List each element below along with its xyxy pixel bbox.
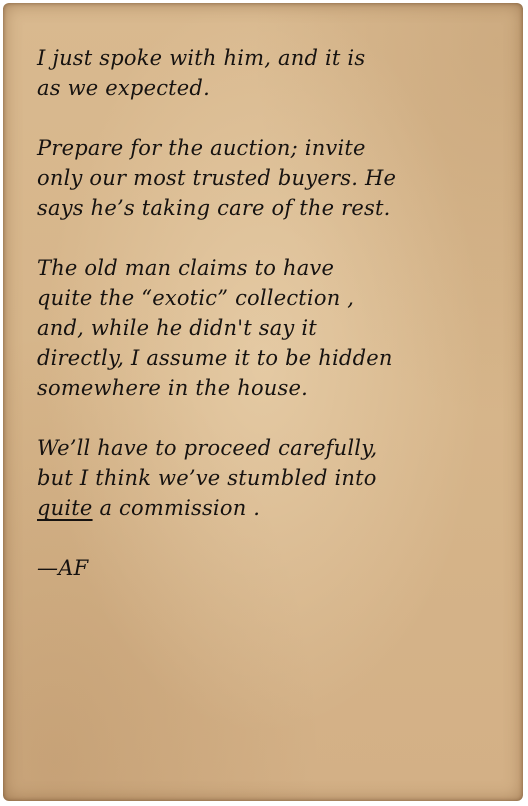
note-line: Prepare for the auction; invite (37, 136, 366, 160)
note-line: as we expected. (37, 76, 210, 100)
note-line: and, while he didn't say it (37, 316, 317, 340)
note-line: The old man claims to have (37, 256, 335, 280)
handwritten-note (37, 43, 507, 583)
signature: —AF (37, 556, 89, 580)
paragraph-3 (37, 253, 507, 403)
note-line (37, 493, 507, 523)
paragraph-1 (37, 43, 507, 103)
note-line: but I think we’ve stumbled into (37, 466, 377, 490)
note-line: says he’s taking care of the rest. (37, 196, 391, 220)
note-line: quite the “exotic” collection , (37, 286, 355, 310)
note-line: somewhere in the house. (37, 376, 308, 400)
note-line: We’ll have to proceed carefully, (37, 436, 378, 460)
note-line-rest: a commission . (92, 496, 261, 520)
underlined-word: quite (37, 496, 93, 520)
letter-card (3, 3, 523, 801)
note-line: directly, I assume it to be hidden (37, 346, 393, 370)
note-line: I just spoke with him, and it is (37, 46, 366, 70)
note-line: only our most trusted buyers. He (37, 166, 397, 190)
paragraph-2 (37, 133, 507, 223)
paragraph-4 (37, 433, 507, 523)
